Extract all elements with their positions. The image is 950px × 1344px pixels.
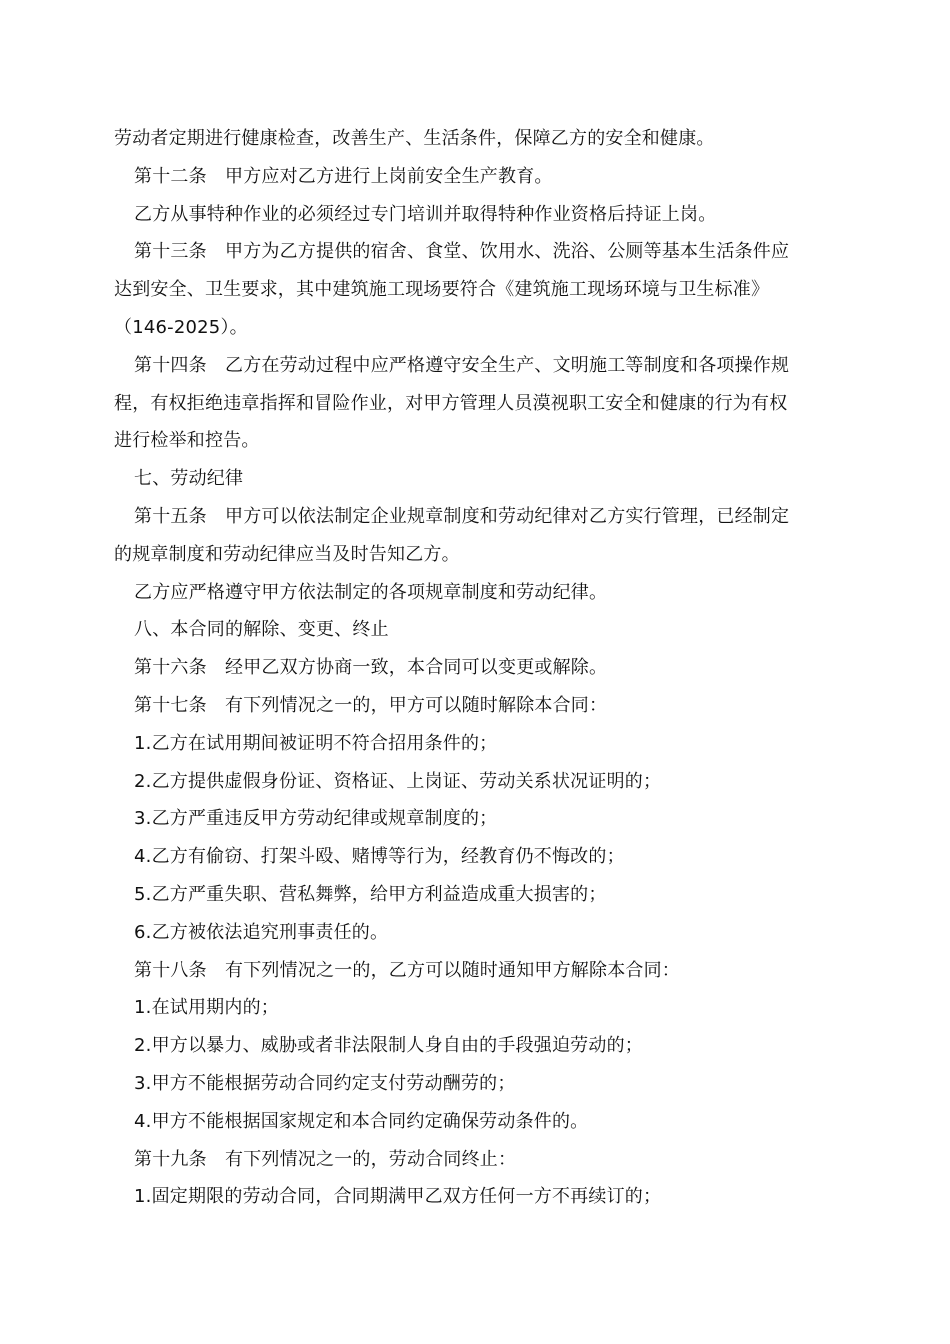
- article-19-heading: 第十九条 有下列情况之一的，劳动合同终止：: [134, 1148, 517, 1170]
- paragraph-line: （146-2025）。: [114, 316, 248, 338]
- article-18-heading: 第十八条 有下列情况之一的，乙方可以随时通知甲方解除本合同：: [134, 959, 680, 981]
- list-item: 3.乙方严重违反甲方劳动纪律或规章制度的；: [134, 808, 498, 830]
- list-item: 6.乙方被依法追究刑事责任的。: [134, 921, 389, 943]
- article-12-heading: 第十二条 甲方应对乙方进行上岗前安全生产教育。: [134, 165, 553, 187]
- paragraph-line: 进行检举和控告。: [114, 430, 260, 452]
- section-heading-termination: 八、本合同的解除、变更、终止: [134, 619, 389, 641]
- article-16-heading: 第十六条 经甲乙双方协商一致，本合同可以变更或解除。: [134, 657, 608, 679]
- article-15-heading: 第十五条 甲方可以依法制定企业规章制度和劳动纪律对乙方实行管理，已经制定: [134, 505, 790, 527]
- list-item: 1.固定期限的劳动合同，合同期满甲乙双方任何一方不再续订的；: [134, 1186, 662, 1208]
- document-body: [114, 120, 836, 1216]
- section-heading-labor-discipline: 七、劳动纪律: [134, 468, 244, 490]
- list-item: 1.在试用期内的；: [134, 997, 279, 1019]
- list-item: 4.乙方有偷窃、打架斗殴、赌博等行为，经教育仍不悔改的；: [134, 846, 625, 868]
- list-item: 3.甲方不能根据劳动合同约定支付劳动酬劳的；: [134, 1072, 516, 1094]
- list-item: 4.甲方不能根据国家规定和本合同约定确保劳动条件的。: [134, 1110, 589, 1132]
- paragraph-line: 劳动者定期进行健康检查，改善生产、生活条件，保障乙方的安全和健康。: [114, 128, 715, 149]
- article-13-heading: 第十三条 甲方为乙方提供的宿舍、食堂、饮用水、洗浴、公厕等基本生活条件应: [134, 241, 790, 263]
- list-item: 2.乙方提供虚假身份证、资格证、上岗证、劳动关系状况证明的；: [134, 770, 662, 792]
- list-item: 5.乙方严重失职、营私舞弊，给甲方利益造成重大损害的；: [134, 883, 607, 905]
- list-item: 2.甲方以暴力、威胁或者非法限制人身自由的手段强迫劳动的；: [134, 1035, 643, 1057]
- article-14-heading: 第十四条 乙方在劳动过程中应严格遵守安全生产、文明施工等制度和各项操作规: [134, 354, 790, 376]
- paragraph-line: 达到安全、卫生要求，其中建筑施工现场要符合《建筑施工现场环境与卫生标准》: [114, 279, 770, 301]
- article-17-heading: 第十七条 有下列情况之一的，甲方可以随时解除本合同：: [134, 694, 608, 716]
- paragraph-line: 程，有权拒绝违章指挥和冒险作业，对甲方管理人员漠视职工安全和健康的行为有权: [114, 392, 788, 414]
- paragraph-line: 乙方从事特种作业的必须经过专门培训并取得特种作业资格后持证上岗。: [134, 203, 717, 225]
- list-item: 1.乙方在试用期间被证明不符合招用条件的；: [134, 732, 498, 754]
- paragraph-line: 乙方应严格遵守甲方依法制定的各项规章制度和劳动纪律。: [134, 581, 608, 603]
- paragraph-line: 的规章制度和劳动纪律应当及时告知乙方。: [114, 543, 460, 565]
